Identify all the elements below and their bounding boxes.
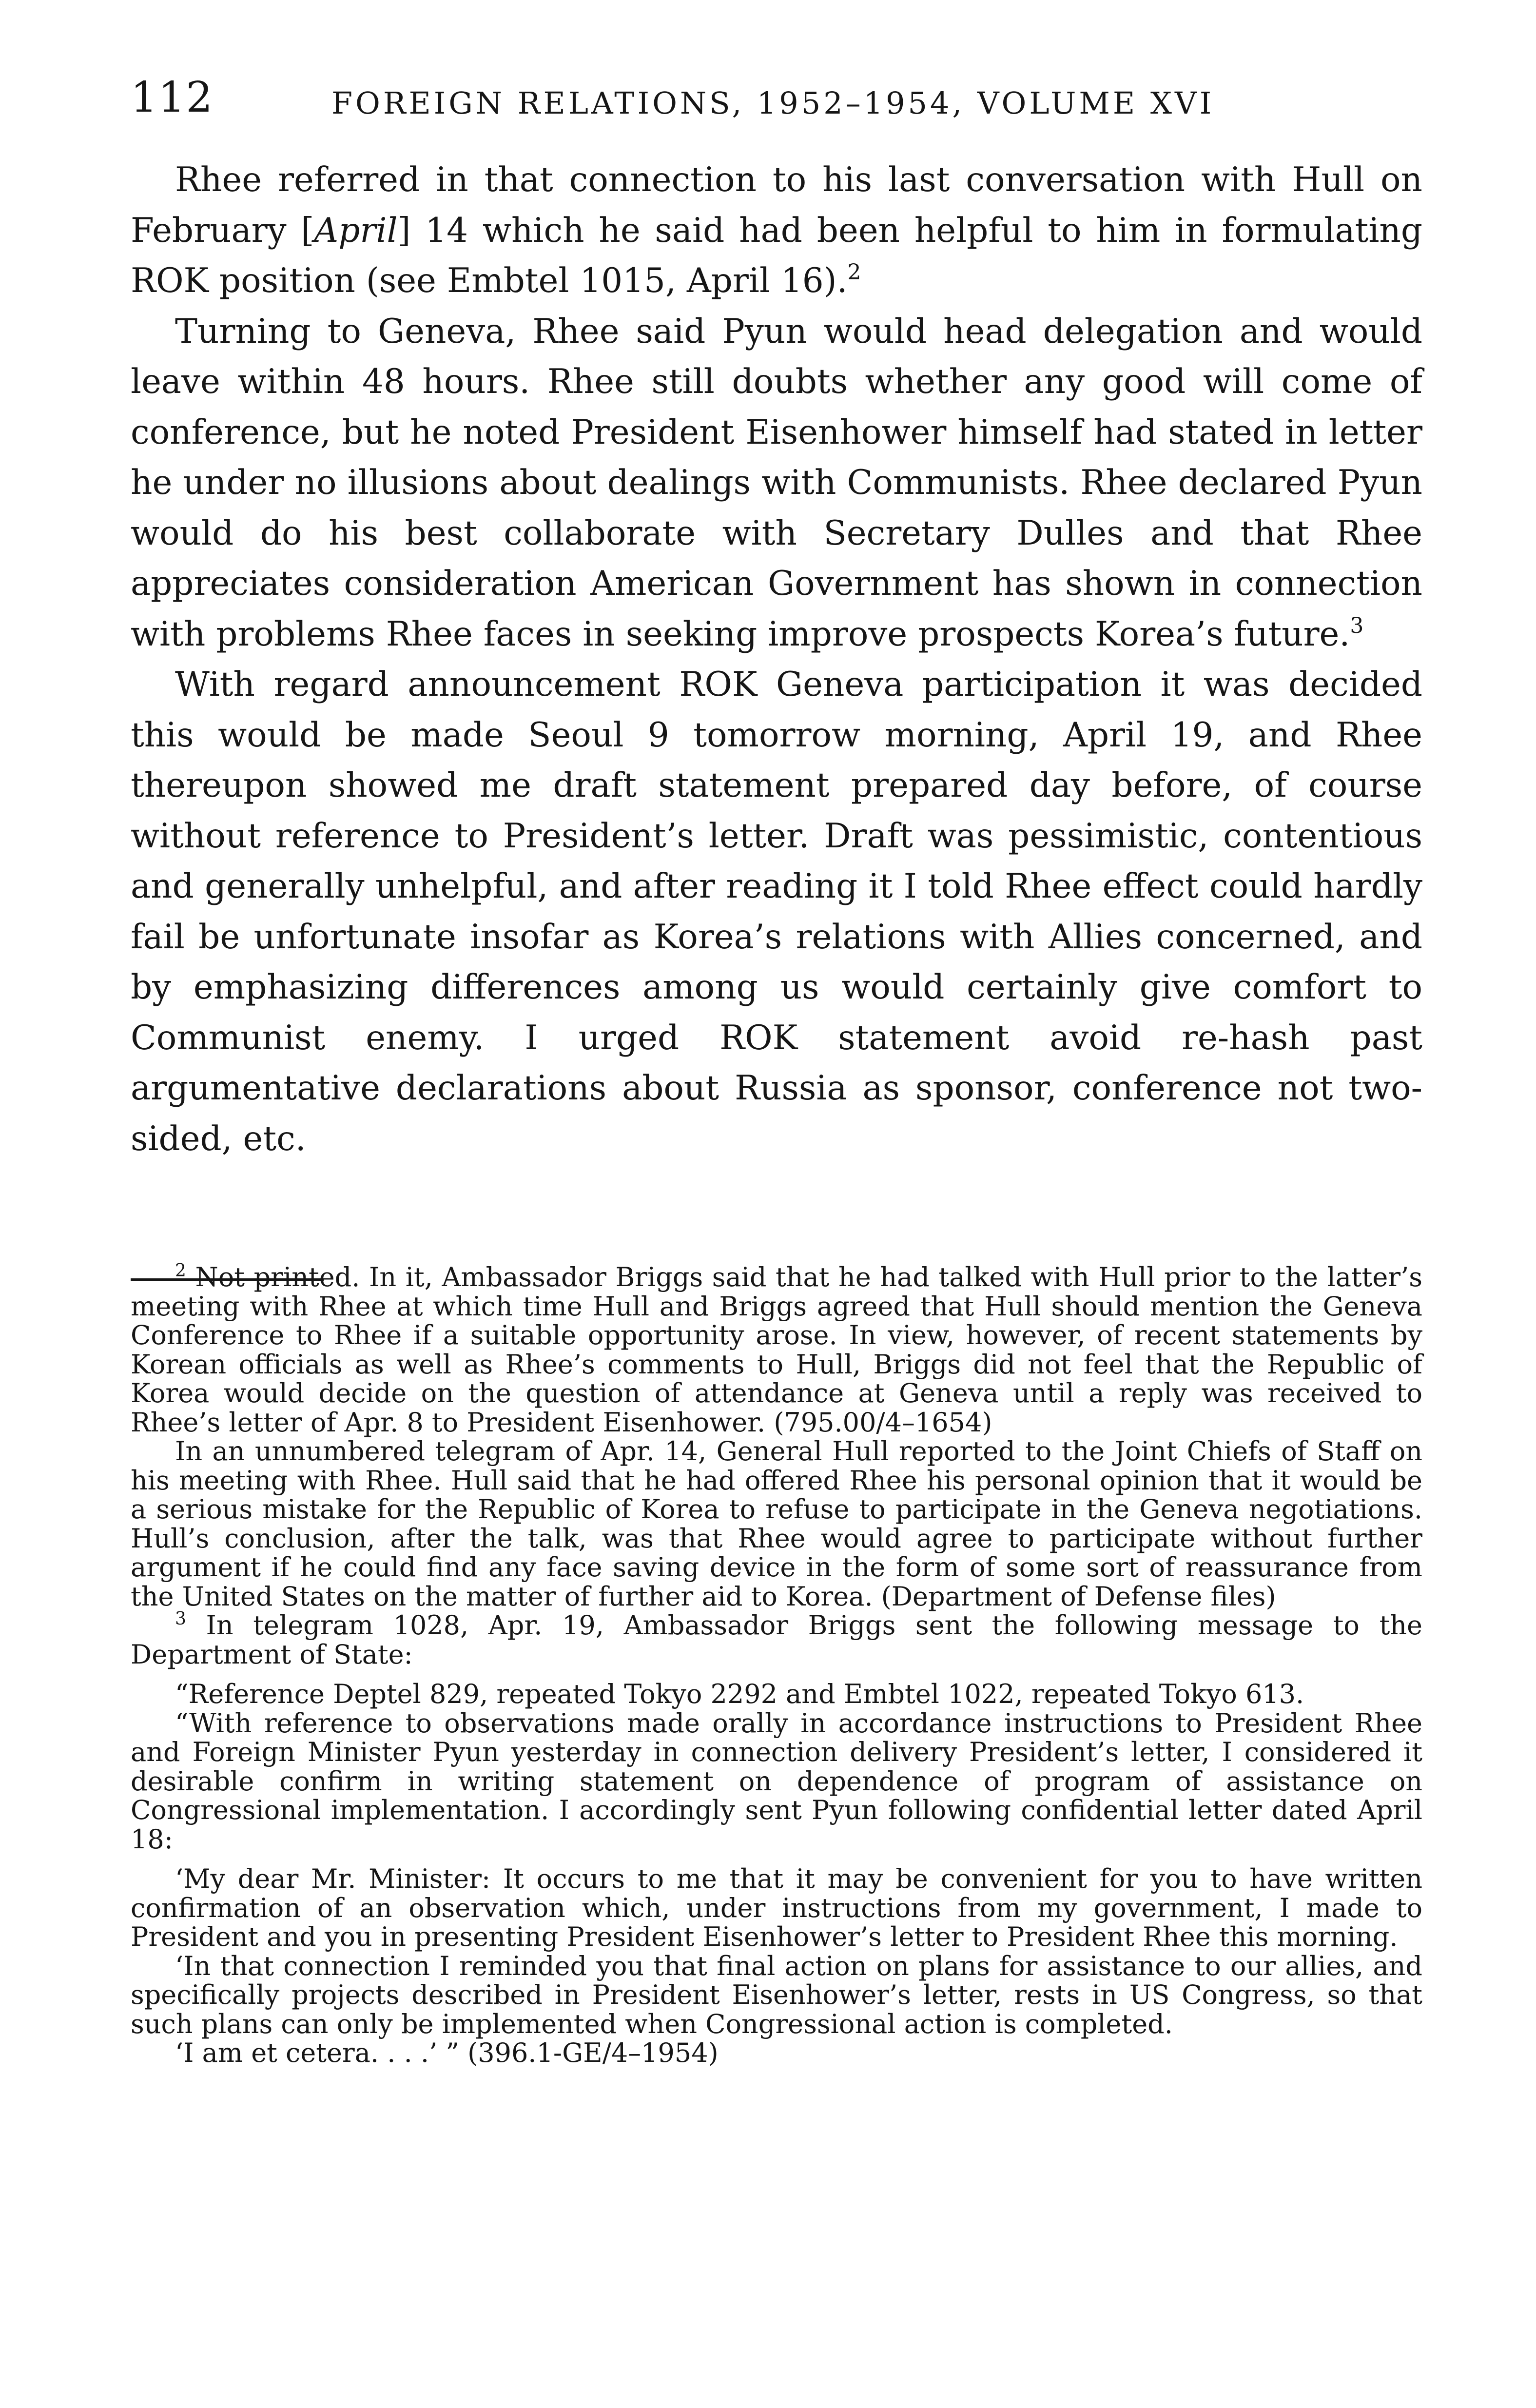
footnote bbox=[131, 1263, 1422, 1437]
body-text: Turning to Geneva, Rhee said Pyun would head delegation and would leave within 48 hours. Rhee still doubts whether any good will come of conference, but he noted President Eisenhower himself had stated in letter he under no illusions about dealings with Communists. Rhee declared Pyun would do his best collaborate with Secretary Dulles and that Rhee appreciates consideration American Government has shown in connection with problems Rhee faces in seeking improve prospects Korea’s future. bbox=[131, 312, 1422, 654]
footnote-marker: 3 bbox=[175, 1609, 186, 1629]
footnotes bbox=[131, 1263, 1422, 2068]
page-number: 112 bbox=[131, 73, 214, 122]
body-text: ] 14 which he said had been helpful to him in formulating ROK position (see Embtel 1015, April 16). bbox=[131, 211, 1422, 300]
main-text bbox=[131, 155, 1422, 1164]
editorial-insertion: April bbox=[314, 211, 398, 250]
quoted-letter-paragraph: ‘My dear Mr. Minister: It occurs to me that it may be convenient for you to have written confirmation of an observation which, under instructions from my government, I made to President and you in presenting President Eisenhower’s letter to President Rhee this morning. bbox=[131, 1863, 1422, 1952]
footnote-paragraph: “Reference Deptel 829, repeated Tokyo 2292 and Embtel 1022, repeated Tokyo 613. bbox=[175, 1679, 1304, 1709]
footnote-text: In telegram 1028, Apr. 19, Ambassador Briggs sent the following message to the Department of State: bbox=[131, 1610, 1422, 1670]
body-paragraph bbox=[131, 155, 1422, 307]
footnote-paragraph: In an unnumbered telegram of Apr. 14, General Hull reported to the Joint Chiefs of Staff on his meeting with Rhee. Hull said that he had offered Rhee his personal opinion that it would be a serious mistake for the Republic of Korea to refuse to participate in the Geneva negotiations. Hull’s conclusion, after the talk, was that Rhee would agree to participate without further argument if he could find any face saving device in the form of some sort of reassurance from the United States on the matter of further aid to Korea. (Department of Defense files) bbox=[131, 1436, 1422, 1612]
footnote-marker: 2 bbox=[175, 1261, 186, 1281]
running-head: FOREIGN RELATIONS, 1952–1954, VOLUME XVI bbox=[331, 85, 1215, 121]
footnote-reference: 2 bbox=[847, 260, 861, 285]
body-paragraph: With regard announcement ROK Geneva participation it was decided this would be made Seoul 9 tomorrow morning, April 19, and Rhee thereupon showed me draft statement prepared day before, of course without reference to President’s letter. Draft was pessimistic, contentious and generally unhelpful, and after reading it I told Rhee effect could hardly fail be unfortunate insofar as Korea’s relations with Allies concerned, and by emphasizing differences among us would certainly give comfort to Communist enemy. I urged ROK statement avoid re-hash past argumentative declarations about Russia as sponsor, conference not two-sided, etc. bbox=[131, 665, 1422, 1158]
quoted-letter-closing: ‘I am et cetera. . . .’ ” (396.1-GE/4–1954) bbox=[175, 2037, 719, 2068]
footnote-reference: 3 bbox=[1350, 613, 1364, 638]
page-header bbox=[131, 73, 1422, 127]
footnote-text: Not printed. In it, Ambassador Briggs said that he had talked with Hull prior to the latter’s meeting with Rhee at which time Hull and Briggs agreed that Hull should mention the Geneva Conference to Rhee if a suitable opportunity arose. In view, however, of recent statements by Korean officials as well as Rhee’s comments to Hull, Briggs did not feel that the Republic of Korea would decide on the question of attendance at Geneva until a reply was received to Rhee’s letter of Apr. 8 to President Eisenhower. (795.00/4–1654) bbox=[131, 1262, 1423, 1438]
footnote-paragraph: “With reference to observations made orally in accordance instructions to President Rhee and Foreign Minister Pyun yesterday in connection delivery President’s letter, I considered it desirable confirm in writing statement on dependence of program of assistance on Congressional implementation. I accordingly sent Pyun following confidential letter dated April 18: bbox=[131, 1707, 1422, 1855]
quoted-letter-paragraph: ‘In that connection I reminded you that final action on plans for assistance to our allies, and specifically projects described in President Eisenhower’s letter, rests in US Congress, so that such plans can only be implemented when Congressional action is completed. bbox=[131, 1950, 1422, 2039]
footnote bbox=[131, 1611, 1422, 1669]
body-paragraph bbox=[131, 307, 1422, 660]
body-text: Rhee referred in that connection to his last conversation with Hull on February [ bbox=[131, 160, 1422, 250]
